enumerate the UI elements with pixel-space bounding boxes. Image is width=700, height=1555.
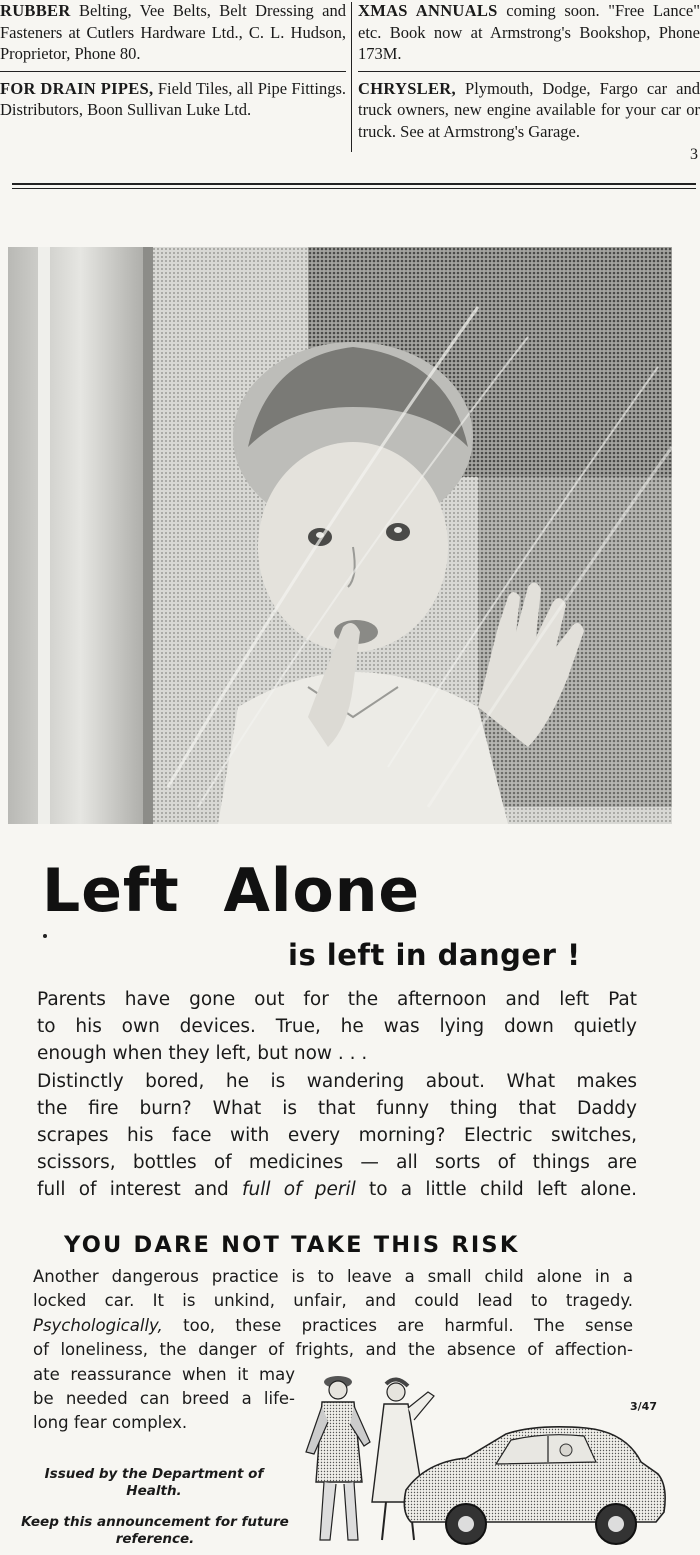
classified-column-left — [0, 0, 346, 121]
ad-lead: XMAS ANNUALS — [358, 1, 498, 20]
issued-by: Issued by the Department of Health. — [44, 1466, 264, 1499]
body-line: scrapes his face with every morning? Electric switches, — [37, 1125, 637, 1147]
edge-number: 3 — [690, 146, 698, 163]
ad-divider — [358, 71, 700, 72]
body-line: to his own devices. True, he was lying down quietly — [37, 1016, 637, 1038]
ad-lead: FOR DRAIN PIPES, — [0, 78, 154, 98]
ad-text: coming soon. "Free Lance" etc. Book now at Armstrong's Bookshop, Phone 173M. — [358, 1, 700, 63]
classified-ad-chrysler — [358, 78, 700, 143]
advert-headline: Left Alone — [42, 856, 421, 926]
child-at-window-photo — [8, 247, 672, 824]
risk-text-run: too, these practices are harmful. The sense — [162, 1315, 633, 1335]
body-line: enough when they left, but now . . . — [37, 1043, 368, 1065]
decorative-dot — [43, 934, 47, 938]
ad-text: Belting, Vee Belts, Belt Dressing and Fasteners at Cutlers Hardware Ltd., C. L. Hudson, Proprietor, Phone 80. — [0, 1, 346, 63]
risk-line: long fear complex. — [33, 1413, 188, 1433]
advert-code: 3/47 — [630, 1400, 657, 1413]
advert-body — [37, 986, 637, 1204]
risk-heading: YOU DARE NOT TAKE THIS RISK — [64, 1232, 520, 1258]
risk-line: of loneliness, the danger of frights, and the absence of affection- — [33, 1340, 633, 1360]
body-text-run: full of interest and — [37, 1179, 242, 1201]
advert-subhead: is left in danger ! — [288, 938, 581, 972]
risk-line — [33, 1314, 633, 1338]
keep-notice: Keep this announcement for future reference. — [21, 1514, 289, 1547]
risk-emphasis: Psychologically, — [33, 1315, 163, 1335]
body-line: Parents have gone out for the afternoon and left Pat — [37, 989, 637, 1010]
column-divider — [351, 2, 352, 152]
risk-line: ate reassurance when it may — [33, 1364, 295, 1384]
couple-and-car-illustration — [296, 1362, 676, 1550]
classified-ad-rubber — [0, 0, 346, 65]
risk-line: Another dangerous practice is to leave a small child alone in a — [33, 1267, 633, 1286]
ad-divider — [0, 71, 346, 72]
body-emphasis: full of peril — [242, 1179, 356, 1201]
classified-ad-drain-pipes — [0, 78, 346, 121]
ad-lead: CHRYSLER, — [358, 78, 456, 98]
ad-text: Field Tiles, all Pipe Fittings. Distributors, Boon Sullivan Luke Ltd. — [0, 78, 346, 119]
body-line: scissors, bottles of medicines — all sorts of things are — [37, 1152, 637, 1174]
risk-line: locked car. It is unkind, unfair, and could lead to tragedy. — [33, 1291, 633, 1311]
classified-column-right — [358, 0, 700, 142]
body-line: Distinctly bored, he is wandering about. What makes — [37, 1070, 637, 1092]
classified-ad-xmas-annuals — [358, 0, 700, 65]
page-rule — [12, 183, 696, 185]
body-line-final — [37, 1176, 637, 1203]
page-rule — [12, 188, 696, 189]
ad-lead: RUBBER — [0, 1, 71, 20]
body-line: the fire burn? What is that funny thing that Daddy — [37, 1097, 637, 1119]
classified-ads-section — [0, 0, 700, 175]
body-text-run: to a little child left alone. — [355, 1179, 637, 1201]
risk-line: be needed can breed a life- — [33, 1389, 295, 1409]
ad-text: Plymouth, Dodge, Fargo car and truck owners, new engine available for your car or truck. See at Armstrong's Garage. — [358, 78, 700, 141]
